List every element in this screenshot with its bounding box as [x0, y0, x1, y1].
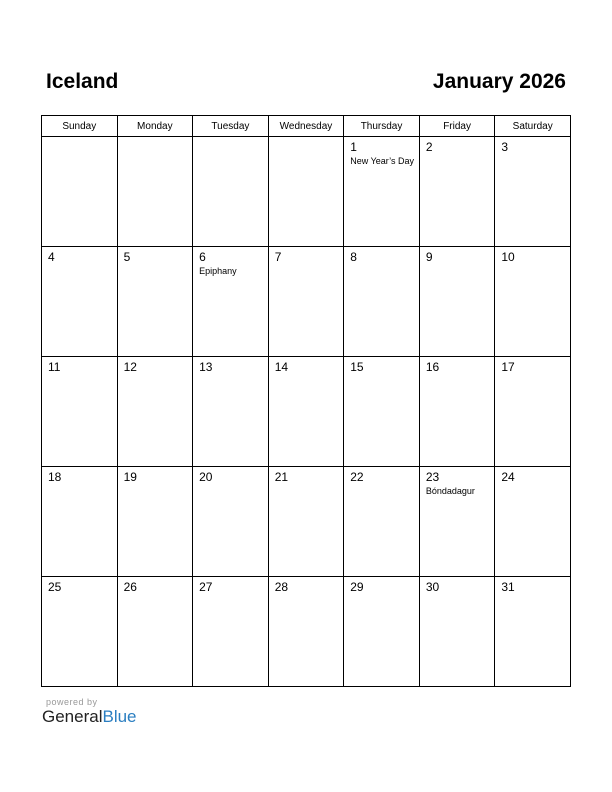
day-cell — [193, 247, 269, 357]
day-cell — [193, 357, 269, 467]
day-cell — [268, 137, 344, 247]
day-number: 6 — [199, 250, 206, 264]
weekday-header-row — [42, 116, 571, 137]
day-cell — [117, 247, 193, 357]
holiday-label: New Year’s Day — [350, 156, 414, 166]
day-number: 3 — [501, 140, 509, 154]
day-cell — [495, 137, 571, 247]
day-cell — [419, 357, 495, 467]
brand-blue: Blue — [102, 707, 137, 726]
day-cell — [193, 577, 269, 687]
day-cell — [42, 247, 118, 357]
calendar-header — [41, 70, 566, 100]
month-year-title: January 2026 — [432, 70, 566, 93]
footer — [42, 697, 137, 727]
day-number: 8 — [350, 250, 357, 264]
day-cell — [193, 467, 269, 577]
weekday-friday: Friday — [419, 116, 495, 137]
day-number: 19 — [123, 470, 137, 484]
country-title: Iceland — [46, 70, 119, 93]
day-cell — [42, 137, 118, 247]
day-number: 2 — [425, 140, 433, 154]
day-number: 16 — [425, 360, 440, 374]
day-cell — [268, 577, 344, 687]
day-cell — [42, 467, 118, 577]
day-cell — [344, 247, 420, 357]
day-number: 5 — [123, 250, 131, 264]
day-cell — [268, 467, 344, 577]
day-number: 1 — [350, 140, 357, 154]
weekday-saturday: Saturday — [495, 116, 571, 137]
day-cell — [42, 577, 118, 687]
day-cell — [268, 247, 344, 357]
day-cell — [344, 467, 420, 577]
week-row — [42, 467, 571, 577]
day-number: 27 — [199, 580, 213, 594]
day-cell — [117, 137, 193, 247]
day-number: 9 — [425, 250, 433, 264]
weekday-monday: Monday — [117, 116, 193, 137]
day-number: 23 — [425, 470, 440, 484]
day-cell — [495, 467, 571, 577]
holiday-label: Bóndadagur — [425, 486, 475, 496]
day-cell — [495, 357, 571, 467]
day-cell — [495, 577, 571, 687]
day-number: 21 — [274, 470, 289, 484]
day-number: 28 — [274, 580, 289, 594]
day-cell — [344, 577, 420, 687]
day-number: 11 — [48, 360, 61, 374]
day-cell — [344, 357, 420, 467]
brand-general: General — [42, 707, 103, 726]
day-cell — [117, 467, 193, 577]
day-number: 18 — [48, 470, 62, 484]
day-number: 30 — [425, 580, 440, 594]
day-cell — [117, 357, 193, 467]
day-number: 31 — [501, 580, 515, 594]
day-cell — [193, 137, 269, 247]
day-number: 22 — [350, 470, 364, 484]
week-row — [42, 577, 571, 687]
day-cell — [419, 247, 495, 357]
day-number: 13 — [199, 360, 213, 374]
day-number: 24 — [501, 470, 515, 484]
weekday-sunday: Sunday — [42, 116, 118, 137]
calendar-grid — [41, 115, 571, 687]
day-number: 26 — [123, 580, 137, 594]
day-number: 4 — [48, 250, 55, 264]
day-cell — [419, 467, 495, 577]
weekday-tuesday: Tuesday — [193, 116, 269, 137]
day-cell — [419, 577, 495, 687]
day-number: 20 — [199, 470, 213, 484]
day-number: 12 — [123, 360, 137, 374]
day-cell — [42, 357, 118, 467]
weekday-thursday: Thursday — [344, 116, 420, 137]
day-cell — [117, 577, 193, 687]
day-number: 17 — [501, 360, 515, 374]
holiday-label: Epiphany — [199, 266, 237, 276]
day-number: 29 — [350, 580, 364, 594]
day-cell — [419, 137, 495, 247]
week-row — [42, 247, 571, 357]
brand-logo — [42, 707, 137, 727]
day-number: 14 — [274, 360, 289, 374]
powered-by-text: powered by — [46, 697, 98, 707]
week-row — [42, 357, 571, 467]
week-row — [42, 137, 571, 247]
day-cell — [344, 137, 420, 247]
day-cell — [268, 357, 344, 467]
weekday-wednesday: Wednesday — [268, 116, 344, 137]
day-number: 7 — [274, 250, 282, 264]
day-cell — [495, 247, 571, 357]
day-number: 10 — [501, 250, 515, 264]
day-number: 15 — [350, 360, 364, 374]
day-number: 25 — [48, 580, 62, 594]
